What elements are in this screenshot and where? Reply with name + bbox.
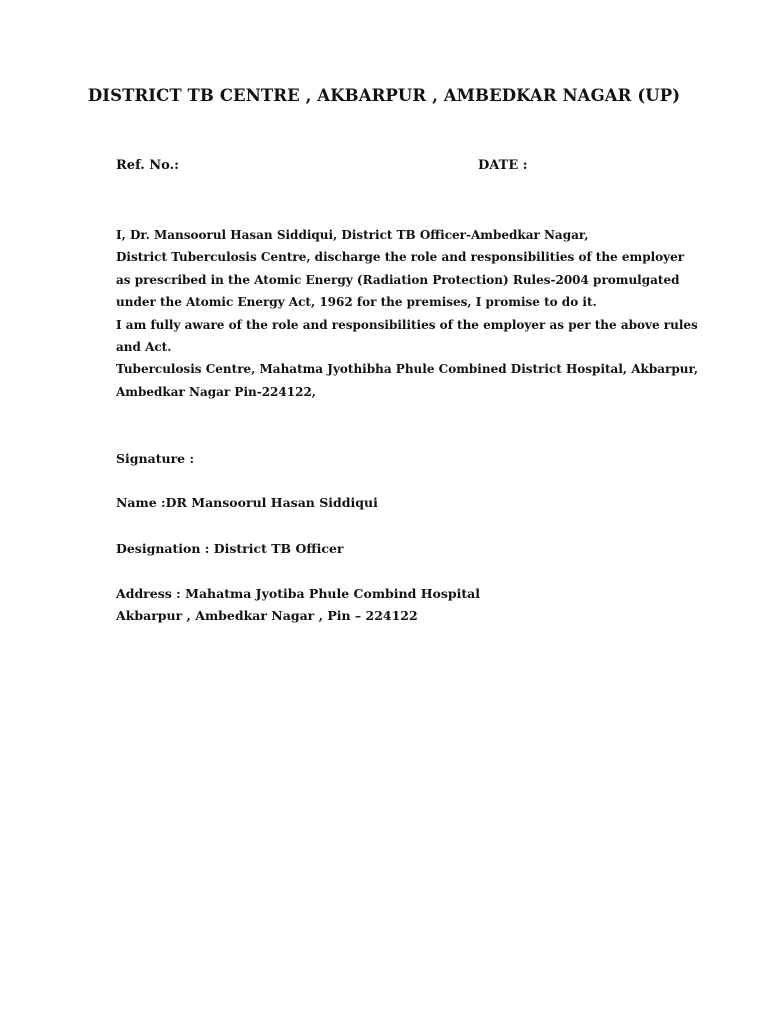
address-line-2: Akbarpur , Ambedkar Nagar , Pin – 224122 <box>116 608 418 623</box>
body-line: as prescribed in the Atomic Energy (Radiation Protection) Rules-2004 promulgated <box>116 272 680 287</box>
body-line: District Tuberculosis Centre, discharge the role and responsibilities of the employer <box>116 250 685 265</box>
date-label: DATE : <box>478 158 528 173</box>
name-field: Name :DR Mansoorul Hasan Siddiqui <box>116 495 378 510</box>
declaration-body <box>116 224 699 403</box>
body-line: Tuberculosis Centre, Mahatma Jyothibha Phule Combined District Hospital, Akbarpur, <box>116 362 699 377</box>
body-line: I am fully aware of the role and responsibilities of the employer as per the above rules <box>116 317 698 332</box>
body-line: I, Dr. Mansoorul Hasan Siddiqui, District TB Officer-Ambedkar Nagar, <box>116 228 589 242</box>
designation-field: Designation : District TB Officer <box>116 541 344 556</box>
body-line: Ambedkar Nagar Pin-224122, <box>116 384 316 399</box>
document-title: DISTRICT TB CENTRE , AKBARPUR , AMBEDKAR NAGAR (UP) <box>87 86 681 105</box>
body-line: and Act. <box>116 340 172 355</box>
ref-number-label: Ref. No.: <box>116 158 179 173</box>
body-line: under the Atomic Energy Act, 1962 for the premises, I promise to do it. <box>116 295 597 310</box>
address-line-1: Address : Mahatma Jyotiba Phule Combind Hospital <box>116 586 481 601</box>
signature-label: Signature : <box>116 451 195 466</box>
